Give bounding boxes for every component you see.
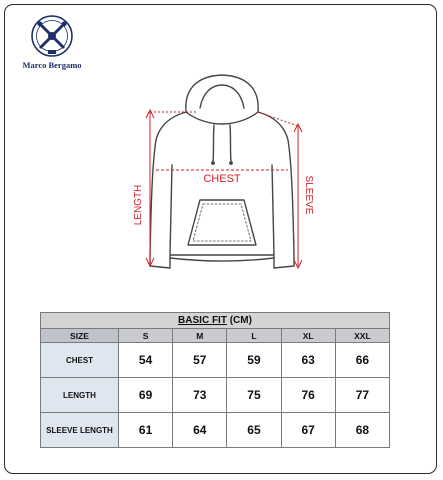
brand-logo bbox=[12, 14, 92, 70]
size-chart-title-main: BASIC FIT bbox=[178, 315, 227, 326]
table-cell: 63 bbox=[281, 343, 335, 378]
length-label: LENGTH bbox=[133, 184, 144, 226]
size-chart-title bbox=[41, 313, 390, 329]
row-label: LENGTH bbox=[41, 378, 119, 413]
size-header-label: SIZE bbox=[41, 329, 119, 343]
row-label: SLEEVE LENGTH bbox=[41, 413, 119, 448]
size-chart-title-unit: (CM) bbox=[229, 315, 252, 326]
row-label: CHEST bbox=[41, 343, 119, 378]
size-header-cell: M bbox=[173, 329, 227, 343]
table-cell: 69 bbox=[119, 378, 173, 413]
table-row-sleeve-length bbox=[41, 413, 390, 448]
brand-emblem-icon bbox=[29, 14, 75, 58]
table-cell: 68 bbox=[335, 413, 389, 448]
table-cell: 73 bbox=[173, 378, 227, 413]
table-cell: 61 bbox=[119, 413, 173, 448]
table-cell: 65 bbox=[227, 413, 281, 448]
table-cell: 59 bbox=[227, 343, 281, 378]
chest-label: CHEST bbox=[203, 173, 241, 185]
table-cell: 77 bbox=[335, 378, 389, 413]
hoodie-outline bbox=[150, 75, 294, 268]
size-header-row bbox=[41, 329, 390, 343]
size-chart-table bbox=[40, 312, 390, 448]
table-row-length bbox=[41, 378, 390, 413]
table-cell: 76 bbox=[281, 378, 335, 413]
table-row-chest bbox=[41, 343, 390, 378]
hoodie-measurement-illustration bbox=[0, 70, 443, 285]
table-cell: 66 bbox=[335, 343, 389, 378]
table-cell: 57 bbox=[173, 343, 227, 378]
brand-name: Marco Bergamo bbox=[22, 60, 82, 70]
table-cell: 54 bbox=[119, 343, 173, 378]
size-header-cell: L bbox=[227, 329, 281, 343]
size-chart-title-row bbox=[41, 313, 390, 329]
table-cell: 64 bbox=[173, 413, 227, 448]
size-header-cell: S bbox=[119, 329, 173, 343]
sleeve-label: SLEEVE bbox=[303, 175, 314, 215]
size-header-cell: XL bbox=[281, 329, 335, 343]
table-cell: 75 bbox=[227, 378, 281, 413]
table-cell: 67 bbox=[281, 413, 335, 448]
size-header-cell: XXL bbox=[335, 329, 389, 343]
